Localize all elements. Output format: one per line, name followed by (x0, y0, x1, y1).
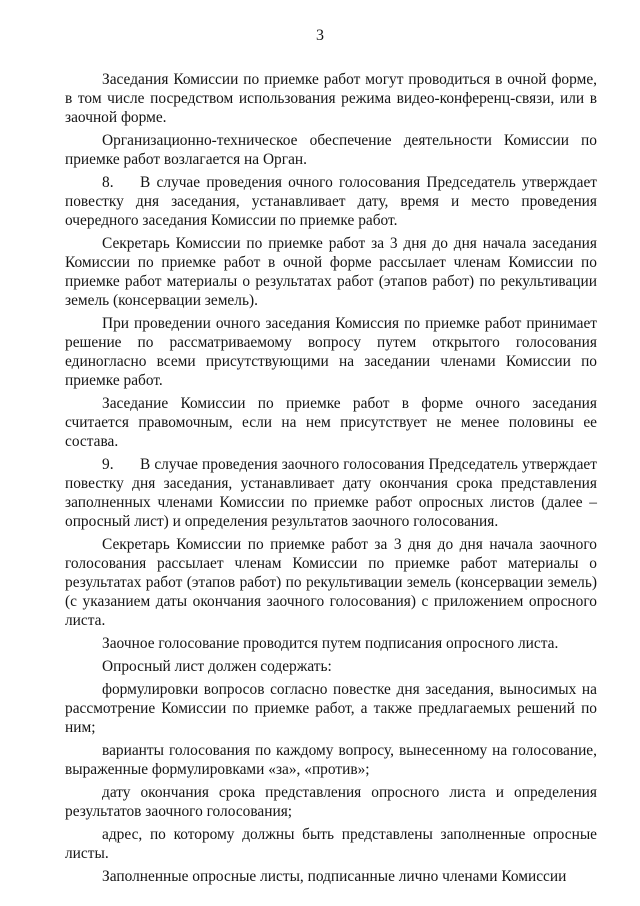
paragraph-filled-sheets: Заполненные опросные листы, подписанные лично членами Комиссии (102, 868, 567, 885)
paragraph-inperson-decision: При проведении очного заседания Комиссия по приемке работ принимает решение по рассматриваемому вопросу путем открытого голосования единогласно всеми присутствующими на заседании членами Комиссии по приемке работ. (65, 315, 597, 389)
paragraph-item-9 (65, 455, 597, 531)
paragraph-secretary-absentee: Секретарь Комиссии по приемке работ за 3 дня до дня начала заочного голосования рассылает членам Комиссии по приемке работ материалы о результатах работ (этапов работ) по рекультивации земель (консервации земель) (с указанием даты окончания заочного голосования) с приложением опросного листа. (65, 536, 597, 629)
list-item-deadline: дату окончания срока представления опросного листа и определения результатов заочного голосования; (65, 784, 597, 820)
list-item-options: варианты голосования по каждому вопросу, вынесенному на голосование, выраженные формулировками «за», «против»; (65, 742, 597, 778)
paragraph-absentee-voting: Заочное голосование проводится путем подписания опросного листа. (102, 635, 559, 652)
paragraph-quorum: Заседание Комиссии по приемке работ в форме очного заседания считается правомочным, если на нем присутствует не менее половины ее состава. (65, 395, 597, 450)
paragraph-secretary-inperson: Секретарь Комиссии по приемке работ за 3 дня до дня начала заседания Комиссии по приемке работ в очной форме рассылает членам Комиссии по приемке работ материалы о результатах работ (этапов работ) по рекультивации земель (консервации земель). (65, 235, 597, 309)
item-number-8: 8. (102, 174, 114, 191)
paragraph-sessions-form: Заседания Комиссии по приемке работ могут проводиться в очной форме, в том числе посредством использования режима видео-конференц-связи, или в заочной форме. (65, 71, 597, 126)
document-body (65, 70, 597, 890)
list-item-wording: формулировки вопросов согласно повестке дня заседания, выносимых на рассмотрение Комиссии по приемке работ, а также предлагаемых решений по ним; (65, 681, 597, 736)
paragraph-item-8-text: В случае проведения очного голосования Председатель утверждает повестку дня заседания, устанавливает дату, время и место проведения очередного заседания Комиссии по приемке работ. (65, 174, 597, 229)
paragraph-item-8 (65, 173, 597, 230)
item-number-9: 9. (102, 456, 114, 473)
list-item-address: адрес, по которому должны быть представлены заполненные опросные листы. (65, 826, 597, 862)
paragraph-item-9-text: В случае проведения заочного голосования Председатель утверждает повестку дня заседания, устанавливает дату окончания срока представления заполненных членами Комиссии по приемке работ опросных листов (далее – опросный лист) и определения результатов заочного голосования. (65, 456, 597, 530)
page-number: 3 (316, 27, 324, 44)
paragraph-questionnaire-contents: Опросный лист должен содержать: (102, 658, 332, 675)
paragraph-org-support: Организационно-техническое обеспечение деятельности Комиссии по приемке работ возлагается на Орган. (65, 132, 597, 168)
